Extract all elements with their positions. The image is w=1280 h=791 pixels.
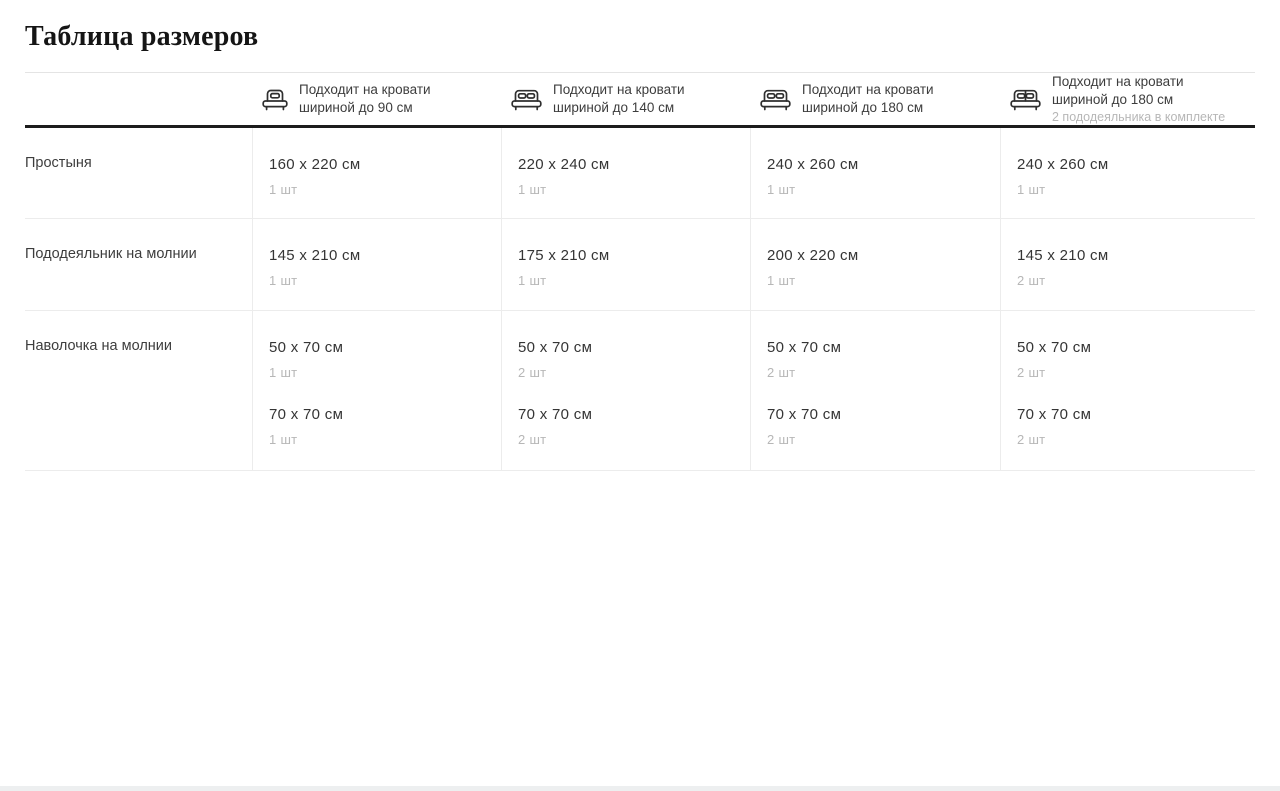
- size-cell: [252, 128, 501, 218]
- size-table: [25, 72, 1255, 471]
- table-row: [25, 128, 1255, 219]
- table-body: [25, 128, 1255, 471]
- size-entry: [1017, 405, 1247, 448]
- size-value: 70 x 70 см: [269, 406, 344, 423]
- size-value: 70 x 70 см: [518, 406, 593, 423]
- header-spacer: [25, 73, 252, 125]
- size-value: 70 x 70 см: [1017, 406, 1092, 423]
- size-value: 50 x 70 см: [518, 339, 593, 356]
- quantity-value: 1 шт: [518, 182, 547, 197]
- size-cell: [252, 311, 501, 470]
- row-label: Простыня: [25, 155, 92, 171]
- size-cell: [750, 128, 1000, 218]
- size-entry: [767, 405, 992, 448]
- size-value: 220 x 240 см: [518, 156, 610, 173]
- quantity-value: 2 шт: [518, 432, 547, 447]
- column-header: [252, 73, 501, 125]
- row-label: Наволочка на молнии: [25, 338, 172, 354]
- quantity-value: 1 шт: [518, 273, 547, 288]
- column-header: [1000, 73, 1255, 125]
- size-entry: [269, 338, 493, 381]
- double-bed-icon: [760, 88, 791, 111]
- size-entry: [767, 338, 992, 381]
- size-entry: [1017, 338, 1247, 381]
- size-value: 50 x 70 см: [1017, 339, 1092, 356]
- size-value: 70 x 70 см: [767, 406, 842, 423]
- quantity-value: 2 шт: [1017, 273, 1046, 288]
- size-cell: [501, 128, 750, 218]
- size-entry: [518, 155, 742, 198]
- family-bed-icon: [1010, 88, 1041, 111]
- column-header-note: 2 пододеяльника в комплекте: [1052, 110, 1226, 124]
- quantity-value: 1 шт: [269, 432, 298, 447]
- size-value: 160 x 220 см: [269, 156, 361, 173]
- quantity-value: 1 шт: [269, 273, 298, 288]
- size-value: 240 x 260 см: [1017, 156, 1109, 173]
- table-row: [25, 219, 1255, 311]
- column-header-label: Подходит на кровати шириной до 140 см: [553, 82, 685, 115]
- quantity-value: 1 шт: [767, 182, 796, 197]
- size-cell: [1000, 219, 1255, 310]
- page: [0, 21, 1280, 471]
- size-cell: [1000, 311, 1255, 470]
- size-entry: [518, 246, 742, 289]
- size-cell: [501, 219, 750, 310]
- size-value: 175 x 210 см: [518, 247, 610, 264]
- quantity-value: 2 шт: [518, 365, 547, 380]
- size-value: 50 x 70 см: [269, 339, 344, 356]
- single-bed-icon: [262, 88, 288, 111]
- quantity-value: 2 шт: [767, 432, 796, 447]
- quantity-value: 2 шт: [1017, 365, 1046, 380]
- quantity-value: 2 шт: [1017, 432, 1046, 447]
- quantity-value: 2 шт: [767, 365, 796, 380]
- size-entry: [1017, 246, 1247, 289]
- size-entry: [518, 405, 742, 448]
- size-value: 50 x 70 см: [767, 339, 842, 356]
- size-entry: [1017, 155, 1247, 198]
- row-label: Пододеяльник на молнии: [25, 246, 197, 262]
- size-cell: [750, 311, 1000, 470]
- column-header-label: Подходит на кровати шириной до 180 см 2 пододеяльника в комплекте: [1052, 74, 1226, 124]
- quantity-value: 1 шт: [269, 365, 298, 380]
- size-cell: [252, 219, 501, 310]
- quantity-value: 1 шт: [269, 182, 298, 197]
- quantity-value: 1 шт: [1017, 182, 1046, 197]
- bottom-strip: [0, 786, 1280, 791]
- size-entry: [269, 155, 493, 198]
- size-value: 145 x 210 см: [269, 247, 361, 264]
- size-value: 240 x 260 см: [767, 156, 859, 173]
- column-header-label: Подходит на кровати шириной до 180 см: [802, 82, 934, 115]
- quantity-value: 1 шт: [767, 273, 796, 288]
- table-header-row: [25, 73, 1255, 128]
- size-cell: [1000, 128, 1255, 218]
- size-entry: [269, 246, 493, 289]
- table-row: [25, 311, 1255, 471]
- size-cell: [501, 311, 750, 470]
- size-value: 200 x 220 см: [767, 247, 859, 264]
- column-header: [501, 73, 750, 125]
- size-entry: [518, 338, 742, 381]
- column-header: [750, 73, 1000, 125]
- size-cell: [750, 219, 1000, 310]
- size-entry: [767, 155, 992, 198]
- column-header-label: Подходит на кровати шириной до 90 см: [299, 82, 431, 115]
- double-bed-icon: [511, 88, 542, 111]
- size-entry: [269, 405, 493, 448]
- size-value: 145 x 210 см: [1017, 247, 1109, 264]
- page-title: Таблица размеров: [25, 21, 259, 52]
- size-entry: [767, 246, 992, 289]
